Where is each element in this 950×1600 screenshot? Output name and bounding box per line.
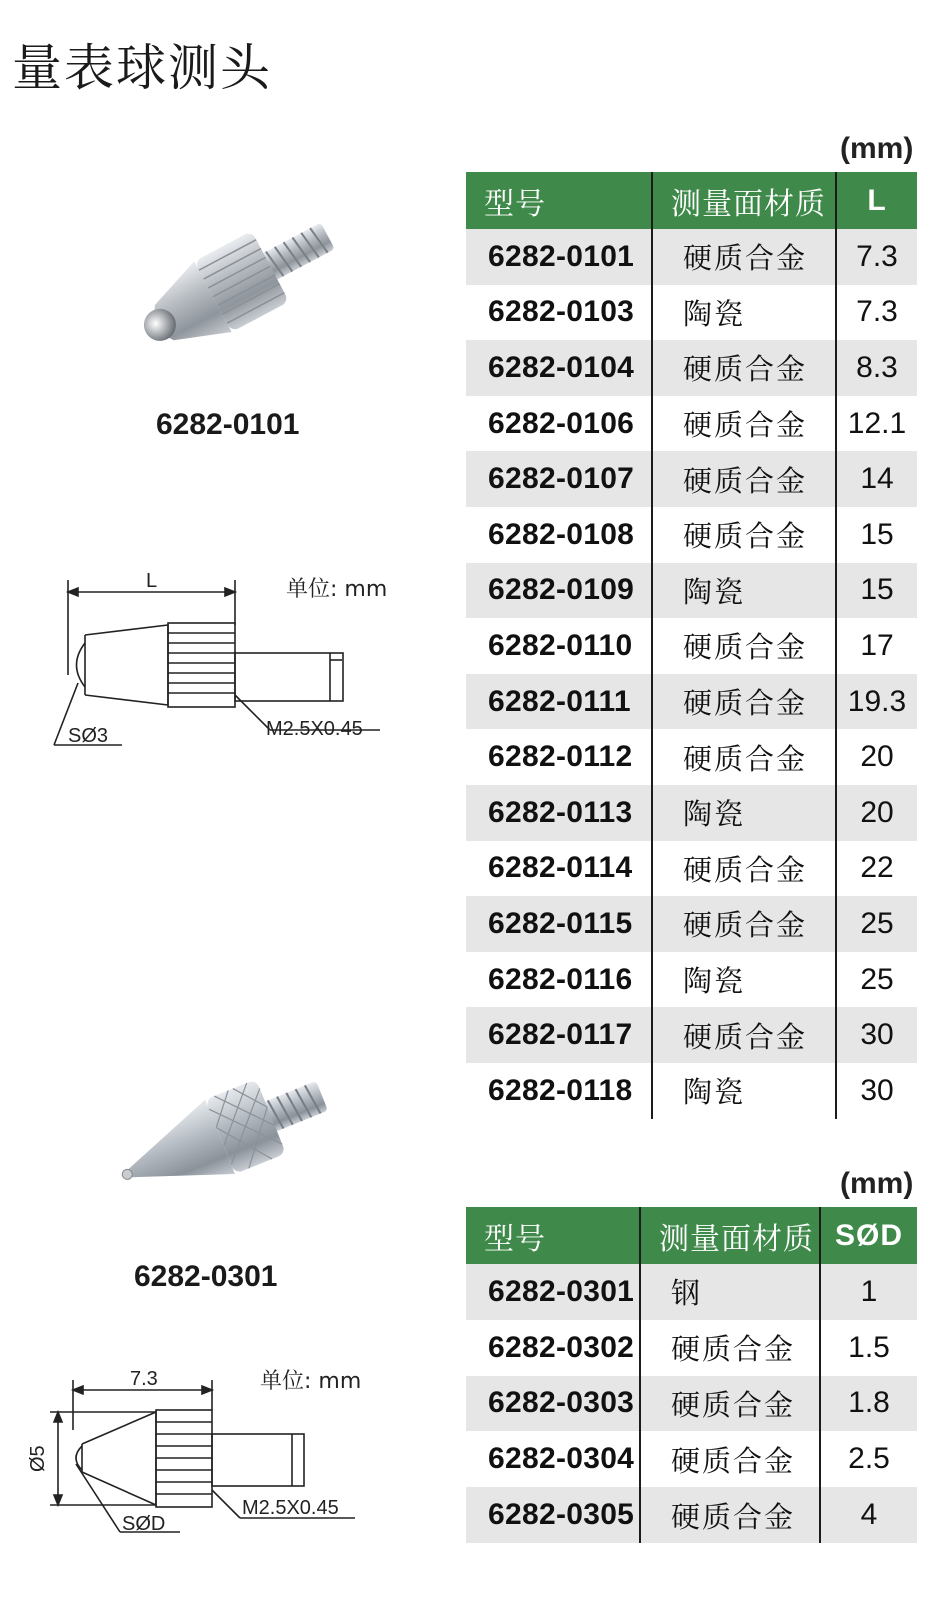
cell-material: 硬质合金: [652, 1007, 836, 1063]
table-row: [466, 1487, 917, 1543]
ball-probe-photo: [110, 200, 360, 370]
cell-model: 6282-0108: [466, 507, 652, 563]
needle-probe-drawing: [27, 1360, 370, 1545]
table-row: [466, 340, 917, 396]
cell-material: 硬质合金: [640, 1376, 820, 1432]
cell-model: 6282-0104: [466, 340, 652, 396]
cell-model: 6282-0305: [466, 1487, 640, 1543]
table-header-row: [466, 1207, 917, 1264]
table-row: [466, 1431, 917, 1487]
cell-material: 硬质合金: [640, 1431, 820, 1487]
table-row: [466, 1063, 917, 1119]
cell-material: 硬质合金: [652, 896, 836, 952]
cell-model: 6282-0115: [466, 896, 652, 952]
ball-probe-drawing: [40, 565, 400, 755]
cell-value: 30: [836, 1007, 917, 1063]
cell-material: 钢: [640, 1264, 820, 1320]
cell-value: 1.5: [820, 1320, 917, 1376]
cell-model: 6282-0302: [466, 1320, 640, 1376]
dim-length-label: 7.3: [130, 1368, 158, 1390]
cell-material: 陶瓷: [652, 285, 836, 341]
cell-material: 陶瓷: [652, 952, 836, 1008]
cell-material: 硬质合金: [640, 1320, 820, 1376]
table-row: [466, 507, 917, 563]
header-material: 测量面材质: [652, 172, 836, 229]
cell-material: 陶瓷: [652, 785, 836, 841]
cell-material: 硬质合金: [652, 451, 836, 507]
cell-model: 6282-0111: [466, 674, 652, 730]
table-row: [466, 1007, 917, 1063]
cell-value: 7.3: [836, 285, 917, 341]
cell-material: 硬质合金: [652, 507, 836, 563]
cell-material: 硬质合金: [652, 618, 836, 674]
header-material: 测量面材质: [640, 1207, 820, 1264]
header-model: 型号: [466, 1207, 640, 1264]
cell-value: 15: [836, 507, 917, 563]
cell-value: 22: [836, 841, 917, 897]
cell-model: 6282-0109: [466, 563, 652, 619]
cell-value: 14: [836, 451, 917, 507]
header-model: 型号: [466, 172, 652, 229]
cell-value: 12.1: [836, 396, 917, 452]
cell-value: 25: [836, 896, 917, 952]
table-row: [466, 952, 917, 1008]
cell-material: 陶瓷: [652, 563, 836, 619]
dim-thread-label: M2.5X0.45: [266, 718, 363, 740]
cell-material: 硬质合金: [652, 841, 836, 897]
cell-material: 硬质合金: [640, 1487, 820, 1543]
table-row: [466, 841, 917, 897]
cell-material: 陶瓷: [652, 1063, 836, 1119]
cell-value: 4: [820, 1487, 917, 1543]
product1-caption: 6282-0101: [156, 408, 300, 441]
product2-unit-note: 单位: mm: [260, 1369, 362, 1394]
cell-value: 20: [836, 785, 917, 841]
cell-value: 17: [836, 618, 917, 674]
cell-model: 6282-0114: [466, 841, 652, 897]
needle-probe-photo: [100, 1045, 340, 1220]
cell-model: 6282-0116: [466, 952, 652, 1008]
dim-length-label: L: [146, 570, 158, 592]
cell-model: 6282-0101: [466, 229, 652, 285]
table-row: [466, 896, 917, 952]
bottom-spec-table: [466, 1207, 917, 1543]
top-spec-table: [466, 172, 917, 1119]
cell-material: 硬质合金: [652, 396, 836, 452]
cell-value: 19.3: [836, 674, 917, 730]
table-row: [466, 729, 917, 785]
table-header-row: [466, 172, 917, 229]
table-row: [466, 285, 917, 341]
cell-material: 硬质合金: [652, 729, 836, 785]
table-row: [466, 563, 917, 619]
cell-model: 6282-0118: [466, 1063, 652, 1119]
table-row: [466, 1320, 917, 1376]
cell-model: 6282-0103: [466, 285, 652, 341]
dim-diameter-label: Ø5: [27, 1445, 49, 1472]
cell-model: 6282-0301: [466, 1264, 640, 1320]
dim-ball-label: SØD: [122, 1513, 166, 1535]
table-row: [466, 785, 917, 841]
table-row: [466, 451, 917, 507]
cell-model: 6282-0303: [466, 1376, 640, 1432]
cell-value: 15: [836, 563, 917, 619]
cell-value: 8.3: [836, 340, 917, 396]
table-row: [466, 1376, 917, 1432]
cell-value: 1.8: [820, 1376, 917, 1432]
cell-model: 6282-0106: [466, 396, 652, 452]
product2-caption: 6282-0301: [134, 1260, 278, 1293]
table-row: [466, 396, 917, 452]
table-row: [466, 229, 917, 285]
dim-ball-label: SØ3: [68, 725, 109, 747]
table-row: [466, 1264, 917, 1320]
cell-material: 硬质合金: [652, 674, 836, 730]
cell-material: 硬质合金: [652, 340, 836, 396]
cell-material: 硬质合金: [652, 229, 836, 285]
top-table-unit: (mm): [840, 132, 914, 165]
cell-value: 2.5: [820, 1431, 917, 1487]
product1-unit-note: 单位: mm: [286, 577, 388, 602]
cell-model: 6282-0107: [466, 451, 652, 507]
header-length: L: [836, 172, 917, 229]
table-row: [466, 618, 917, 674]
dim-thread-label: M2.5X0.45: [242, 1497, 339, 1519]
cell-model: 6282-0112: [466, 729, 652, 785]
cell-value: 25: [836, 952, 917, 1008]
cell-value: 1: [820, 1264, 917, 1320]
cell-model: 6282-0117: [466, 1007, 652, 1063]
cell-model: 6282-0110: [466, 618, 652, 674]
cell-value: 30: [836, 1063, 917, 1119]
header-sphere-diameter: SØD: [820, 1207, 917, 1264]
cell-model: 6282-0304: [466, 1431, 640, 1487]
table-row: [466, 674, 917, 730]
cell-value: 7.3: [836, 229, 917, 285]
bottom-table-unit: (mm): [840, 1167, 914, 1200]
cell-value: 20: [836, 729, 917, 785]
page-title: 量表球测头: [12, 39, 272, 97]
cell-model: 6282-0113: [466, 785, 652, 841]
